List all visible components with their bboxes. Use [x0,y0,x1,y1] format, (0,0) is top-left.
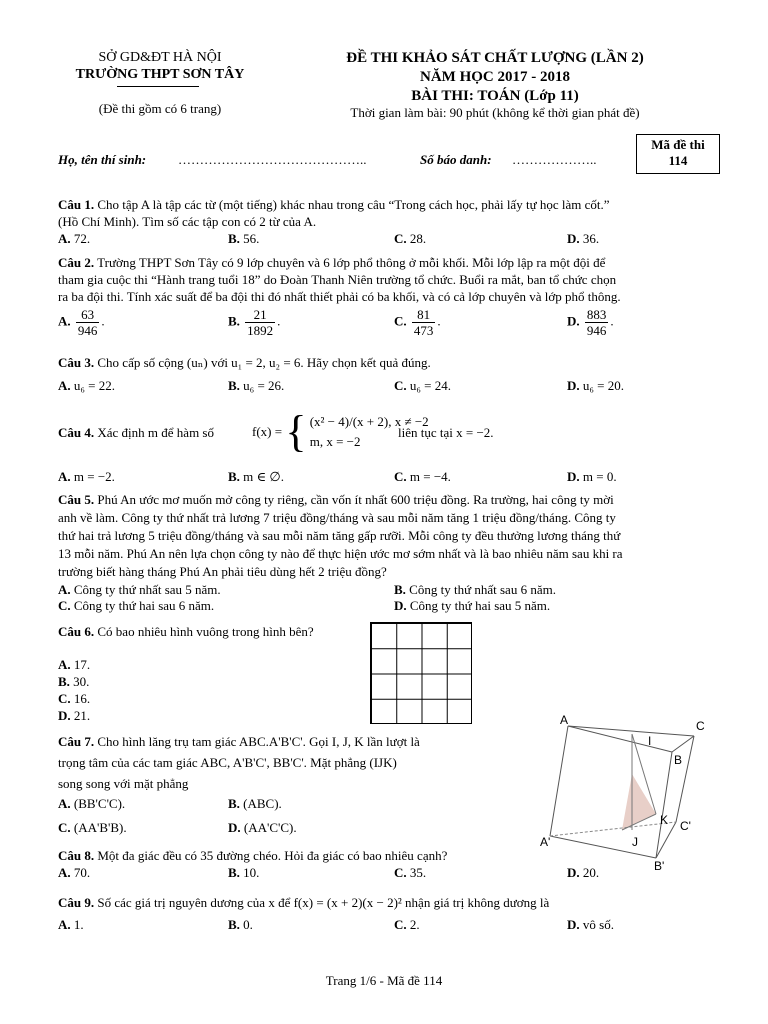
q5-option-c[interactable]: C. Công ty thứ hai sau 6 năm. [58,598,215,613]
q6-option-d[interactable]: D. 21. [58,708,91,723]
option-letter: C. [58,598,71,613]
q5-label: Câu 5. [58,492,95,507]
option-letter: D. [567,865,580,880]
option-letter: A. [58,917,71,932]
q8-option-a[interactable]: A. 70. [58,865,91,880]
q7-line2: trọng tâm của các tam giác ABC, A'B'C', BB'C'. Mặt phẳng (IJK) [58,755,397,770]
option-letter: A. [58,865,71,880]
prism-figure [536,712,718,872]
option-letter: D. [567,378,580,393]
q4-brace: { [285,407,307,456]
option-letter: D. [228,820,241,835]
q7-option-a[interactable]: A. (BB'C'C). [58,796,126,811]
q9-option-c[interactable]: C. 2. [394,917,420,932]
q2-option-b-letter: B. [228,313,240,329]
q2-option-c-den: 473 [413,323,434,338]
q6-text: Có bao nhiêu hình vuông trong hình bên? [97,624,314,639]
q6-option-a[interactable]: A. 17. [58,657,91,672]
q3-label: Câu 3. [58,355,95,370]
q2-option-a[interactable]: A. $\frac{63}{946}$ . [58,307,105,338]
option-letter: B. [228,796,240,811]
q2-option-c-fraction [412,307,436,338]
q2-label: Câu 2. [58,255,95,270]
prism-label-c1: C' [680,819,691,833]
q4-label: Câu 4. [58,425,95,440]
prism-edge-a1b1 [550,836,656,858]
page-footer: Trang 1/6 - Mã đề 114 [325,973,443,988]
q7-option-d[interactable]: D. (AA'C'C). [228,820,297,835]
option-letter: B. [228,469,240,484]
q2-option-b-fraction [245,307,275,338]
q7-option-c[interactable]: C. (AA'B'B). [58,820,127,835]
option-letter: A. [58,657,71,672]
time-limit: Thời gian làm bài: 90 phút (không kể thời gian phát đề) [350,105,640,120]
q2-option-d-fraction [585,307,609,338]
option-letter: B. [228,378,240,393]
q4-case2: m, x = −2 [309,434,361,449]
q3-text: Cho cấp số cộng (uₙ) với u₁ = 2, u₂ = 6. Hãy chọn kết quả đúng. [97,355,431,370]
q9-option-b[interactable]: B. 0. [228,917,253,932]
q5-option-d[interactable]: D. Công ty thứ hai sau 5 năm. [394,598,551,613]
option-letter: D. [58,708,71,723]
q8-line [58,848,447,864]
q2-line1 [58,255,748,271]
q9-option-a[interactable]: A. 1. [58,917,84,932]
q4-option-a[interactable]: A. m = −2. [58,469,115,484]
option-letter: B. [228,865,240,880]
prism-edge-aa [550,726,568,836]
q1-option-c[interactable]: C. 28. [394,231,427,246]
q4-line [58,425,214,441]
q5-line2: anh về làm. Công ty thứ nhất trả lương 7 triệu đồng/tháng và sau mỗi năm tăng 1 triệu đồng/tháng. Công ty [58,510,616,525]
q7-option-b[interactable]: B. (ABC). [228,796,282,811]
name-label: Họ, tên thí sinh: [58,152,147,167]
q1-line2: (Hồ Chí Minh). Tìm số các tập con có 2 từ của A. [58,214,317,229]
q6-label: Câu 6. [58,624,95,639]
q5-option-b[interactable]: B. Công ty thứ nhất sau 6 năm. [394,582,556,597]
option-letter: D. [567,231,580,246]
q2-option-d-den: 946 [586,323,607,338]
id-dots: ……………….. [512,152,597,167]
option-letter: C. [58,820,71,835]
q8-label: Câu 8. [58,848,95,863]
q4-case1: (x² − 4)/(x + 2), x ≠ −2 [309,414,429,429]
q2-option-c[interactable]: C. $\frac{81}{473}$ . [394,307,441,338]
id-label: Số báo danh: [420,152,492,167]
prism-label-k: K [660,813,669,827]
q2-option-d[interactable]: D. $\frac{883}{946}$ . [567,307,614,338]
option-letter: B. [394,582,406,597]
q2-line2: tham gia cuộc thi “Hành trang tuổi 18” do Đoàn Thanh Niên trường tổ chức. Buổi ra mắt, ban tổ chức chọn [58,272,617,287]
q2-option-a-num: 63 [76,307,100,323]
q4-text-after: liên tục tại x = −2. [398,425,494,440]
q3-option-b[interactable]: B. u₆ = 26. [228,378,285,393]
q7-label: Câu 7. [58,734,95,749]
q8-option-d[interactable]: D. 20. [567,865,600,880]
q2-option-b-den: 1892 [247,323,274,338]
page-note: (Đề thi gồm có 6 trang) [98,101,222,116]
option-letter: B. [58,674,70,689]
q9-text: Số các giá trị nguyên dương của x để f(x) = (x + 2)(x − 2)² nhận giá trị không dương là [97,895,550,910]
q5-text1: Phú An ước mơ muốn mở công ty riêng, cần vốn ít nhất 600 triệu đồng. Ra trường, hai công ty mời [97,492,614,507]
exam-code-label: Mã đề thi [651,137,705,152]
option-letter: B. [228,917,240,932]
q9-option-d[interactable]: D. vô số. [567,917,614,932]
q4-option-c[interactable]: C. m = −4. [394,469,451,484]
prism-label-i: I [648,734,652,748]
option-letter: A. [58,796,71,811]
q3-option-c[interactable]: C. u₆ = 24. [394,378,452,393]
q2-option-b-num: 21 [245,307,275,323]
option-letter: A. [58,231,71,246]
q1-option-d[interactable]: D. 36. [567,231,600,246]
q1-option-a[interactable]: A. 72. [58,231,91,246]
exam-code-box [636,134,720,174]
q9-line [58,895,549,911]
q4-fx: f(x) = [252,424,283,439]
q7-text1: Cho hình lăng trụ tam giác ABC.A'B'C'. Gọi I, J, K lần lượt là [97,734,420,749]
option-letter: B. [228,231,240,246]
q6-option-c[interactable]: C. 16. [58,691,91,706]
q8-option-c[interactable]: C. 35. [394,865,427,880]
q9-label: Câu 9. [58,895,95,910]
name-dots: …………………………………….. [178,152,367,167]
prism-edge-bb [656,752,672,858]
department-name: SỞ GD&ĐT HÀ NỘI [98,50,222,65]
q3-line [58,355,748,371]
q2-option-a-letter: A. [58,313,71,329]
option-letter: D. [567,469,580,484]
option-letter: C. [58,691,71,706]
q2-text1: Trường THPT Sơn Tây có 9 lớp chuyên và 6 lớp phổ thông ở mỗi khối. Mỗi lớp lập ra một đội để [97,255,606,270]
q3-option-a[interactable]: A. u₆ = 22. [58,378,116,393]
q8-option-b[interactable]: B. 10. [228,865,260,880]
option-letter: C. [394,231,407,246]
option-letter: A. [58,469,71,484]
exam-code-value: 114 [668,153,688,168]
option-letter: D. [567,917,580,932]
option-letter: A. [58,582,71,597]
option-letter: D. [394,598,407,613]
q6-line [58,624,314,640]
prism-label-a: A [560,713,569,727]
subject: BÀI THI: TOÁN (Lớp 11) [411,88,579,104]
q2-option-a-fraction [76,307,100,338]
header-underline [117,86,199,87]
q5-option-a[interactable]: A. Công ty thứ nhất sau 5 năm. [58,582,221,597]
option-letter: C. [394,378,407,393]
option-letter: C. [394,865,407,880]
q2-line3: ra ba đội thi. Tính xác suất để ba đội thi đó nhất thiết phải có ba khối, và có cả lớp chuyên và lớp phổ thông. [58,289,621,304]
prism-label-b1: B' [654,859,665,872]
prism-label-b: B [674,753,683,767]
q1-label: Câu 1. [58,197,95,212]
q2-option-d-letter: D. [567,313,580,329]
school-name: TRƯỜNG THPT SƠN TÂY [75,67,245,82]
option-letter: C. [394,469,407,484]
prism-edge-cc [676,736,694,822]
q4-option-b[interactable]: B. m ∈ ∅. [228,469,284,484]
q2-option-a-den: 946 [77,323,98,338]
q6-square-grid [370,622,472,724]
q2-option-d-num: 883 [586,307,607,322]
q1-line1 [58,197,748,213]
q2-option-c-num: 81 [412,307,436,323]
q7-line1 [58,734,420,750]
option-letter: C. [394,917,407,932]
prism-label-j: J [632,835,638,849]
prism-label-c: C [696,719,705,733]
q2-option-c-letter: C. [394,313,407,329]
q6-option-b[interactable]: B. 30. [58,674,90,689]
q5-line1 [58,492,748,508]
q5-line4: 13 mỗi năm. Phú An nên lựa chọn công ty nào để thực hiện ước mơ sớm nhất và là bao nhiêu năm sau khi ra [58,546,623,561]
prism-label-a1: A' [540,835,551,849]
prism-edge-a1c1 [550,822,676,836]
q1-text1: Cho tập A là tập các từ (một tiếng) khác nhau trong câu “Trong cách học, phải lấy tự học làm cốt.” [97,197,610,212]
q8-text: Một đa giác đều có 35 đường chéo. Hỏi đa giác có bao nhiêu cạnh? [97,848,448,863]
q1-option-b[interactable]: B. 56. [228,231,260,246]
q5-line3: thứ hai trả lương 5 triệu đồng/tháng và sau mỗi năm tăng gấp rưỡi. Mỗi công ty đều thưởng lương tháng thứ [58,528,621,543]
option-letter: A. [58,378,71,393]
q5-line5: trường biết hàng tháng Phú An phải tiêu dùng hết 2 triệu đồng? [58,564,387,579]
q2-option-b[interactable]: B. $\frac{21}{1892}$ . [228,307,281,338]
q4-text-before: Xác định m để hàm số [97,425,214,440]
exam-title: ĐỀ THI KHẢO SÁT CHẤT LƯỢNG (LẦN 2) [346,50,644,66]
q7-line3: song song với mặt phẳng [58,776,189,791]
q3-option-d[interactable]: D. u₆ = 20. [567,378,625,393]
q4-option-d[interactable]: D. m = 0. [567,469,617,484]
school-year: NĂM HỌC 2017 - 2018 [420,69,570,85]
